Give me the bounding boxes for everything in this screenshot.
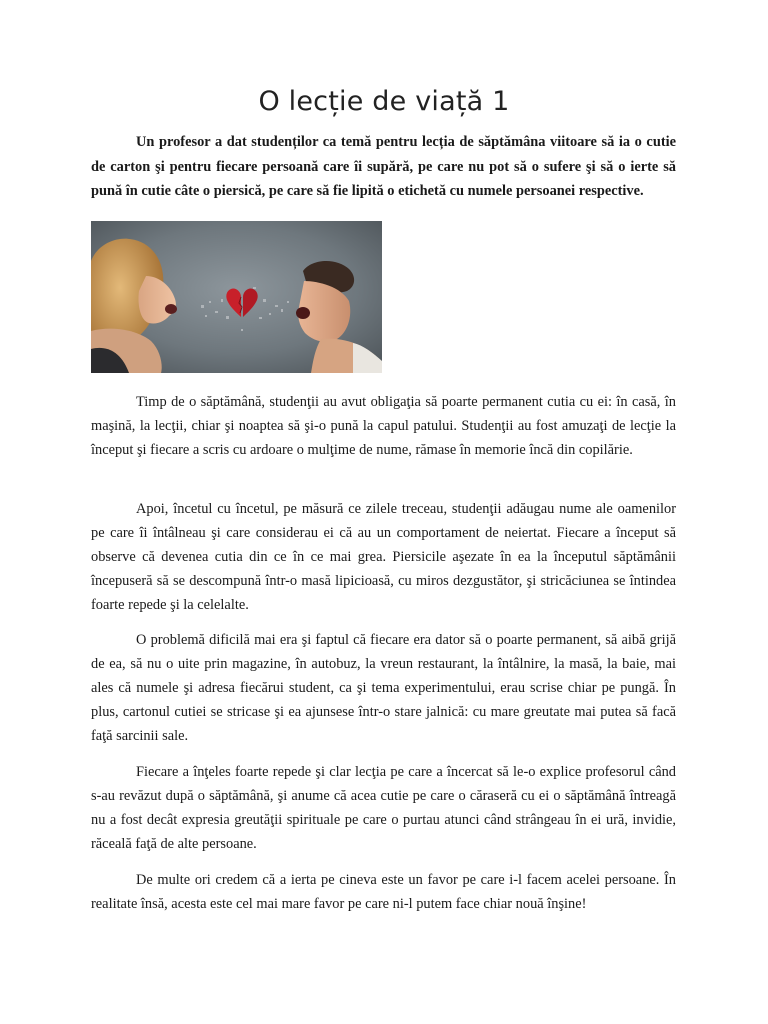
body-paragraph: O problemă dificilă mai era şi faptul că fiecare era dator să o poarte permanent, să aibă grijă de ea, să nu o uite prin magazine, în autobuz, la vreun restaurant, la întâlnire, la masă, la baie, mai ales că numele şi adresa fiecărui student, ca şi tema experimentului, erau scrise chiar pe pungă. În plus, cartonul cutiei se stricase şi ea ajunsese într-o stare jalnică: cu mare greutate mai putea să facă faţă sarcinii sale. (91, 632, 676, 744)
couple-arguing-photo (91, 221, 382, 373)
closing-paragraph: De multe ori credem că a ierta pe cineva este un favor pe care i-l facem acelei persoane. În realitate însă, acesta este cel mai mare favor pe care ni-l putem face chiar nouă înşine! (91, 872, 676, 912)
body-paragraph: Timp de o săptămână, studenţii au avut obligaţia să poarte permanent cutia cu ei: în casă, în maşină, la lecţii, chiar şi noaptea să şi-o pună la capul patului. Studenţii au fost amuzaţi de lecţie la început şi fiecare a scris cu ardoare o mulţime de nume, rămase în memorie încă din copilărie. (91, 394, 676, 458)
intro-paragraph: Un profesor a dat studenților ca temă pentru lecția de săptămâna viitoare să ia o cutie de carton şi pentru fiecare persoană care îi supără, pe care nu pot să o sufere şi să o ierte să pună în cutie câte o piersică, pe care să fie lipită o etichetă cu numele persoanei respective. (91, 134, 676, 199)
body-paragraph: Fiecare a înţeles foarte repede şi clar lecţia pe care a încercat să le-o explice profesorul când s-au revăzut după o săptămână, şi anume că acea cutie pe care o căraseră cu ei o săptămână întreagă nu a fost decât expresia greutăţii spirituale pe care o purtau atunci când strângeau în ei ură, invidie, răceală faţă de alte persoane. (91, 764, 676, 852)
page-title: O lecție de viață 1 (258, 86, 510, 117)
body-paragraph: Apoi, încetul cu încetul, pe măsură ce zilele treceau, studenţii adăugau nume ale oamenilor pe care îi întâlneau şi care considerau ei că au un comportament de neiertat. Fiecare a început să observe că devenea cutia din ce în ce mai grea. Piersicile aşezate în ea la începutul săptămânii începuseră să se descompună într-o masă lipicioasă, cu miros dezgustător, şi stricăciunea se întindea foarte repede şi la celelalte. (91, 501, 676, 613)
